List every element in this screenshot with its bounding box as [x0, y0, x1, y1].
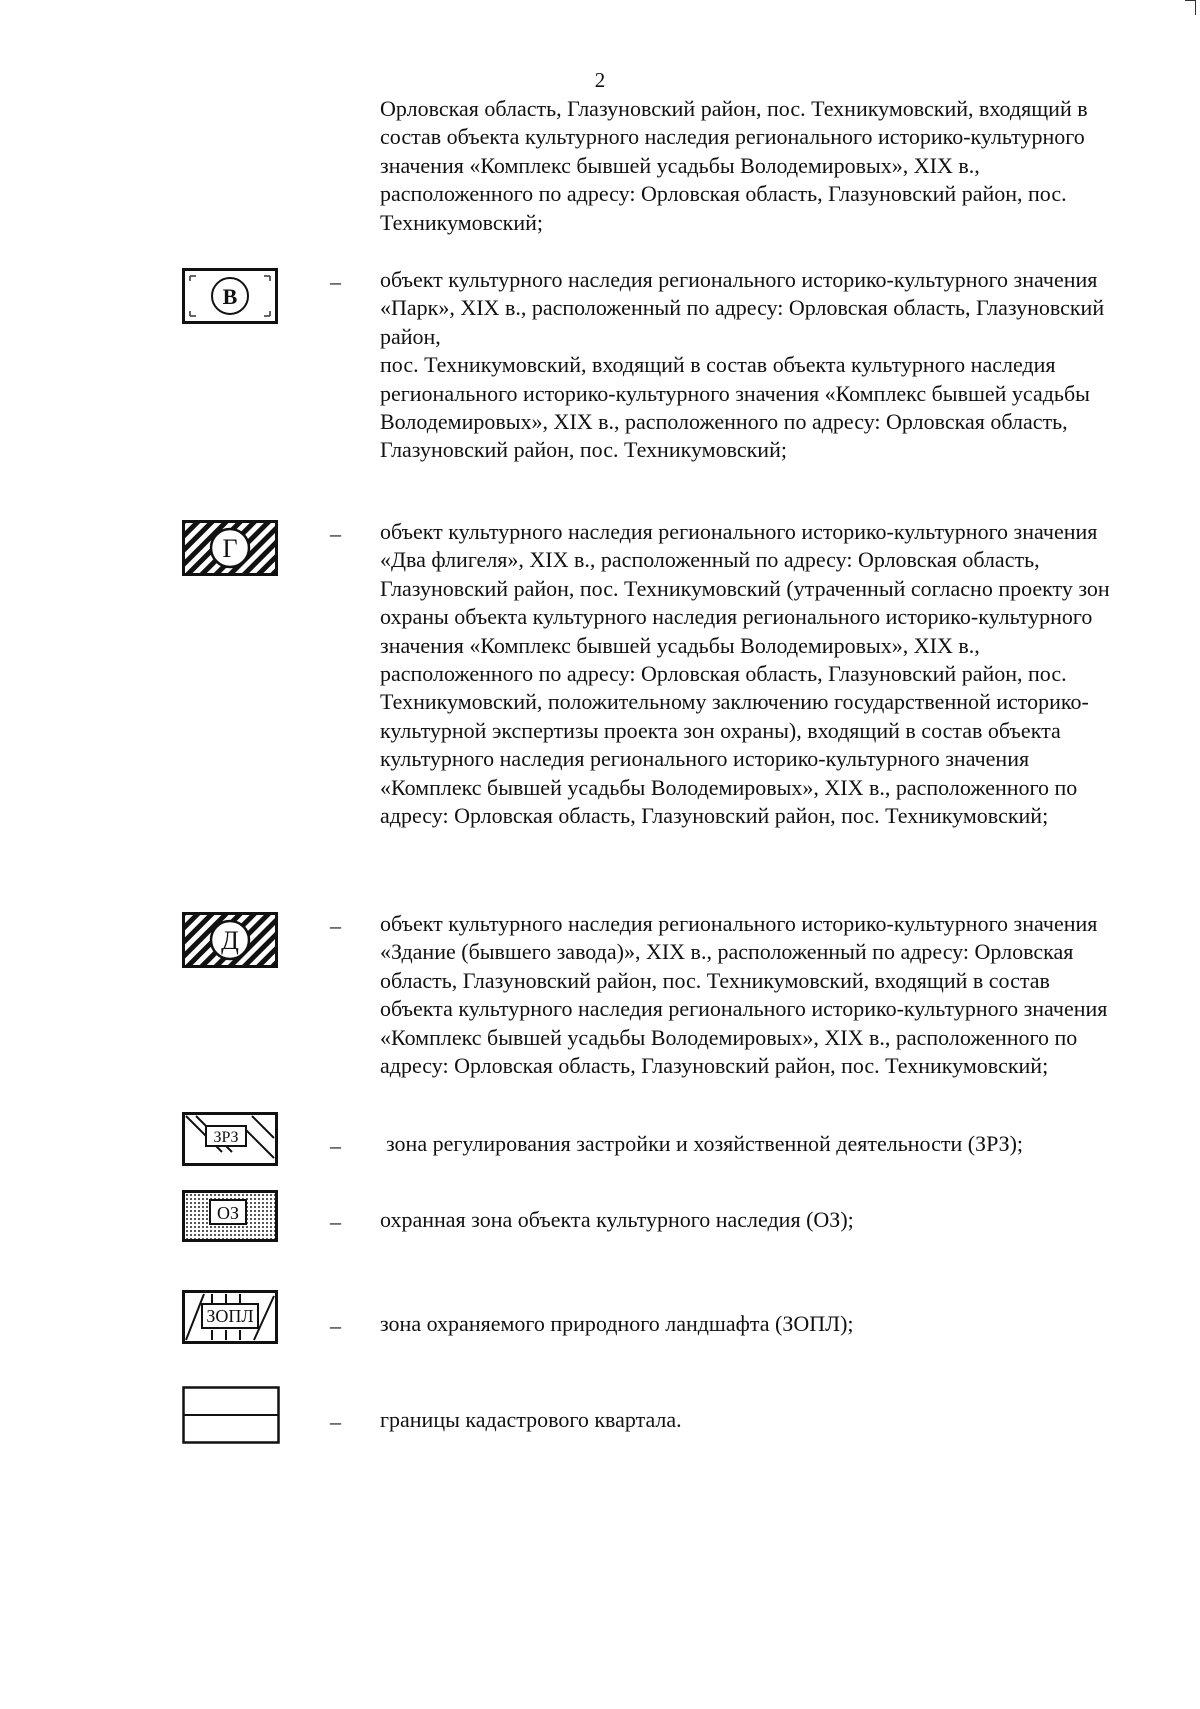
- legend-description: [380, 266, 1120, 465]
- legend-symbol-letter: Г: [222, 534, 238, 563]
- legend-symbol-cadastral-boundary: [182, 1386, 280, 1444]
- legend-symbol-letter: ОЗ: [216, 1203, 240, 1223]
- legend-dash: –: [330, 269, 341, 294]
- legend-symbol-zrz: [182, 1112, 278, 1166]
- legend-symbol-oz: [182, 1190, 278, 1242]
- legend-dash: –: [330, 1209, 341, 1234]
- legend-description: [380, 518, 1120, 830]
- legend-paragraph: объект культурного наследия регионального историко-культурного значения «Два флигеля», XIX в., расположенный по адресу: Орловская область, Глазуновский район, пос. Техникумовский (утраченный согласно проекту зон охраны объекта культурного наследия регионального историко-культурного значения «Комплекс бывшей усадьбы Володемировых», XIX в., расположенного по адресу: Орловская область, Глазуновский район, пос. Техникумовский, положительному заключению государственной историко-культурной экспертизы проекта зон охраны), входящий в состав объекта культурного наследия регионального историко-культурного значения «Комплекс бывшей усадьбы Володемировых», XIX в., расположенного по адресу: Орловская область, Глазуновский район, пос. Техникумовский;: [380, 519, 1110, 829]
- legend-paragraph: зона регулирования застройки и хозяйственной деятельности (ЗРЗ);: [386, 1131, 1024, 1156]
- legend-description: [386, 1130, 1126, 1158]
- legend-symbol-letter: ЗОПЛ: [206, 1306, 254, 1326]
- legend-paragraph: пос. Техникумовский, входящий в состав объекта культурного наследия регионального историко-культурного значения «Комплекс бывшей усадьбы Володемировых», XIX в., расположенного по адресу: Орловская область, Глазуновский район, пос. Техникумовский;: [380, 352, 1090, 463]
- legend-dash: –: [330, 1313, 341, 1338]
- legend-paragraph: зона охраняемого природного ландшафта (ЗОПЛ);: [380, 1311, 854, 1336]
- legend-symbol-letter: В: [222, 284, 238, 309]
- legend-paragraph: объект культурного наследия регионального историко-культурного значения «Парк», XIX в., расположенный по адресу: Орловская область, Глазуновский район,: [380, 267, 1105, 349]
- legend-description: [380, 1206, 1120, 1234]
- legend-dash: –: [330, 913, 341, 938]
- intro-text: Орловская область, Глазуновский район, пос. Техникумовский, входящий в состав объекта культурного наследия регионального историко-культурного значения «Комплекс бывшей усадьбы Володемировых», XIX в., расположенного по адресу: Орловская область, Глазуновский район, пос. Техникумовский;: [380, 96, 1088, 235]
- legend-symbol-factory-building: [182, 912, 278, 968]
- legend-paragraph: границы кадастрового квартала.: [380, 1407, 682, 1432]
- legend-description: [380, 1406, 1120, 1434]
- page-number: 2: [594, 68, 606, 92]
- legend-dash: –: [330, 521, 341, 546]
- legend-paragraph: охранная зона объекта культурного наследия (ОЗ);: [380, 1207, 854, 1232]
- legend-symbol-two-wings: [182, 520, 278, 576]
- crop-mark: [1185, 0, 1196, 15]
- legend-dash: –: [330, 1133, 341, 1158]
- legend-dash: –: [330, 1409, 341, 1434]
- legend-description: [380, 910, 1120, 1080]
- legend-symbol-letter: ЗРЗ: [213, 1129, 239, 1146]
- legend-paragraph: объект культурного наследия регионального историко-культурного значения «Здание (бывшего завода)», XIX в., расположенный по адресу: Орловская область, Глазуновский район, пос. Техникумовский, входящий в состав объекта культурного наследия регионального историко-культурного значения «Комплекс бывшей усадьбы Володемировых», XIX в., расположенного по адресу: Орловская область, Глазуновский район, пос. Техникумовский;: [380, 911, 1108, 1079]
- legend-symbol-park: [182, 268, 278, 324]
- legend-symbol-letter: Д: [221, 926, 239, 955]
- legend-description: [380, 1310, 1120, 1338]
- legend-symbol-zopl: [182, 1290, 278, 1344]
- intro-paragraph: [380, 95, 1120, 237]
